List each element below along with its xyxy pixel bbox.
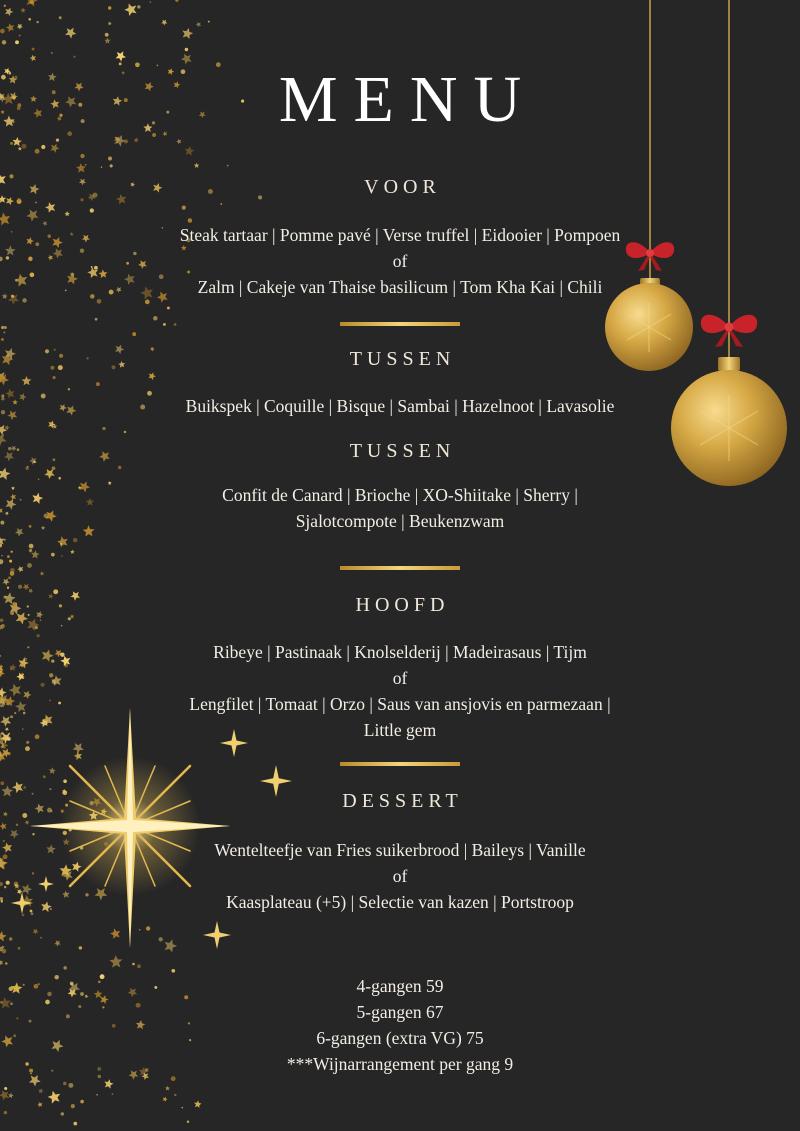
- sparkle-star: [165, 1086, 170, 1091]
- sparkle-dot: [35, 202, 37, 204]
- sparkle-dot: [101, 166, 103, 168]
- sparkle-star: [75, 162, 87, 175]
- sparkle-dot: [2, 40, 6, 44]
- sparkle-star: [53, 938, 62, 947]
- dish-separator: of: [392, 866, 408, 886]
- price-line: ***Wijnarrangement per gang 9: [286, 1054, 514, 1074]
- dish-line: Ribeye | Pastinaak | Knolselderij | Madeirasaus | Tijm: [213, 642, 587, 662]
- sparkle-dot: [150, 1, 152, 3]
- dish-line: Wentelteefje van Fries suikerbrood | Baileys | Vanille: [214, 840, 586, 860]
- sparkle-star: [20, 7, 26, 12]
- sparkle-dot: [4, 1087, 7, 1090]
- dish-line: Sjalotcompote | Beukenzwam: [295, 511, 505, 531]
- sparkle-star: [23, 785, 27, 789]
- sparkle-dot: [0, 29, 5, 34]
- sparkle-dot: [27, 749, 29, 751]
- sparkle-star: [104, 37, 112, 45]
- sparkle-dot: [167, 307, 170, 310]
- sparkle-star: [24, 0, 39, 7]
- sparkle-star: [103, 1078, 114, 1089]
- sparkle-dot: [102, 427, 105, 430]
- sparkle-dot: [105, 33, 109, 37]
- sparkle-dot: [60, 543, 62, 545]
- sparkle-star: [46, 1088, 63, 1105]
- sparkle-dot: [174, 1094, 176, 1096]
- sparkle-dot: [95, 318, 98, 321]
- sparkle-star: [25, 206, 42, 223]
- sparkle-dot: [159, 937, 163, 941]
- sparkle-dot: [171, 1076, 176, 1081]
- sparkle-dot: [137, 5, 140, 8]
- sparkle-dot: [108, 6, 111, 9]
- sparkle-star: [16, 564, 25, 573]
- sparkle-dot: [112, 1093, 113, 1094]
- sparkle-dot: [22, 914, 25, 917]
- sparkle-dot: [220, 203, 222, 205]
- section-heading-dessert: DESSERT: [342, 790, 463, 812]
- sparkle-star: [181, 26, 195, 39]
- sparkle-dot: [7, 587, 9, 589]
- sparkle-dot: [3, 331, 5, 333]
- sparkle-dot: [4, 5, 6, 7]
- sparkle-dot: [4, 539, 6, 541]
- sparkle-dot: [10, 571, 15, 576]
- sparkle-star: [25, 616, 41, 632]
- sparkle-dot: [63, 1082, 66, 1085]
- sparkle-star: [194, 162, 201, 169]
- sparkle-star: [147, 371, 157, 381]
- gold-divider: [340, 322, 460, 326]
- sparkle-dot: [110, 164, 113, 167]
- sparkle-dot: [9, 937, 12, 940]
- sparkle-dot: [5, 962, 8, 965]
- sparkle-dot: [146, 926, 150, 930]
- sparkle-dot: [22, 144, 27, 149]
- sparkle-dot: [4, 1111, 7, 1114]
- sparkle-dot: [90, 208, 94, 212]
- sparkle-star: [184, 145, 195, 156]
- section-heading-voor: VOOR: [364, 176, 441, 198]
- section-heading-hoofd: HOOFD: [355, 594, 450, 616]
- sparkle-dot: [19, 35, 21, 37]
- gold-divider: [340, 566, 460, 570]
- sparkle-dot: [22, 813, 27, 818]
- sparkle-star: [8, 827, 21, 840]
- price-line: 5-gangen 67: [356, 1002, 444, 1022]
- sparkle-dot: [227, 165, 229, 167]
- dish-separator: of: [392, 668, 408, 688]
- sparkle-dot: [1, 326, 4, 329]
- sparkle-dot: [80, 1100, 84, 1104]
- sparkle-dot: [73, 56, 75, 58]
- sparkle-star: [176, 138, 183, 145]
- sparkle-dot: [73, 538, 78, 543]
- section-heading-tussen: TUSSEN: [349, 348, 456, 370]
- price-line: 6-gangen (extra VG) 75: [316, 1028, 484, 1048]
- section-heading-tussen: TUSSEN: [349, 440, 456, 462]
- sparkle-star: [194, 1100, 202, 1108]
- sparkle-star: [16, 22, 24, 30]
- sparkle-dot: [73, 1122, 77, 1126]
- sparkle-star: [64, 210, 71, 217]
- sparkle-star: [0, 337, 5, 342]
- sparkle-star: [63, 25, 78, 40]
- sparkle-dot: [52, 466, 56, 470]
- sparkle-dot: [185, 48, 188, 51]
- sparkle-dot: [43, 775, 46, 778]
- sparkle-dot: [182, 206, 186, 210]
- sparkle-star: [0, 930, 7, 942]
- sparkle-star: [0, 958, 5, 966]
- price-line: 4-gangen 59: [356, 976, 444, 996]
- sparkle-dot: [153, 316, 158, 321]
- sparkle-dot: [37, 634, 40, 637]
- gold-divider: [340, 762, 460, 766]
- sparkle-dot: [68, 1083, 73, 1088]
- sparkle-star: [17, 945, 22, 950]
- sparkle-star: [49, 767, 56, 774]
- sparkle-star: [37, 1101, 44, 1108]
- sparkle-dot: [124, 431, 126, 433]
- sparkle-dot: [28, 18, 31, 21]
- sparkle-star: [39, 570, 45, 576]
- sparkle-star: [195, 20, 203, 28]
- dish-line: Steak tartaar | Pomme pavé | Verse truffel | Eidooier | Pompoen: [179, 225, 621, 245]
- sparkle-dot: [68, 617, 71, 620]
- sparkle-dot: [85, 164, 87, 166]
- sparkle-dot: [63, 966, 67, 970]
- sparkle-star: [123, 1, 140, 18]
- sparkle-star: [56, 534, 71, 549]
- sparkle-dot: [27, 466, 29, 468]
- dish-line: Kaasplateau (+5) | Selectie van kazen | Portstroop: [226, 892, 574, 912]
- sparkle-dot: [18, 585, 22, 589]
- sparkle-star: [0, 466, 11, 480]
- sparkle-dot: [35, 149, 40, 154]
- sparkle-dot: [0, 781, 4, 785]
- sparkle-dot: [163, 323, 166, 326]
- page-title: MENU: [278, 63, 538, 136]
- sparkle-dot: [4, 326, 7, 329]
- sparkle-star: [58, 15, 63, 20]
- sparkle-dot: [58, 477, 61, 480]
- sparkle-star: [160, 18, 168, 26]
- sparkle-dot: [118, 466, 121, 469]
- sparkle-star: [71, 740, 86, 755]
- sparkle-dot: [1, 624, 5, 628]
- sparkle-dot: [132, 963, 135, 966]
- sparkle-dot: [63, 779, 67, 783]
- sparkle-dot: [36, 21, 38, 23]
- sparkle-dot: [80, 154, 84, 158]
- sparkle-dot: [27, 563, 32, 568]
- sparkle-dot: [32, 48, 35, 51]
- sparkle-star: [44, 200, 58, 214]
- sparkle-star: [38, 1088, 44, 1094]
- gold-sparkle-stars: [0, 0, 262, 1125]
- sparkle-star: [162, 937, 178, 953]
- sparkle-star: [0, 617, 5, 624]
- sparkle-dot: [40, 619, 42, 621]
- sparkle-dot: [61, 625, 63, 627]
- sparkle-dot: [32, 833, 34, 835]
- sparkle-dot: [29, 544, 34, 549]
- sparkle-dot: [71, 1104, 75, 1108]
- sparkle-dot: [15, 40, 19, 44]
- sparkle-dot: [61, 1112, 64, 1115]
- sparkle-dot: [51, 553, 55, 557]
- sparkle-dot: [175, 0, 178, 2]
- sparkle-dot: [96, 382, 100, 386]
- sparkle-star: [0, 821, 9, 831]
- sparkle-dot: [51, 52, 53, 54]
- sparkle-dot: [10, 715, 13, 718]
- sparkle-dot: [68, 388, 70, 390]
- sparkle-star: [3, 6, 14, 17]
- sparkle-dot: [97, 299, 102, 304]
- sparkle-dot: [1, 555, 2, 556]
- sparkle-dot: [208, 21, 210, 23]
- sparkle-star: [32, 927, 40, 935]
- dish-line: Buikspek | Coquille | Bisque | Sambai | Hazelnoot | Lavasolie: [185, 396, 615, 416]
- sparkle-dot: [11, 551, 13, 553]
- dish-line: Little gem: [363, 720, 437, 740]
- dish-line: Lengfilet | Tomaat | Orzo | Saus van ansjovis en parmezaan |: [189, 694, 611, 714]
- sparkle-dot: [132, 332, 136, 336]
- sparkle-dot: [108, 157, 112, 161]
- sparkle-dot: [171, 969, 175, 973]
- sparkle-dot: [137, 964, 141, 968]
- sparkle-star: [162, 1096, 169, 1103]
- sparkle-star: [114, 49, 128, 63]
- sparkle-dot: [188, 218, 192, 222]
- sparkle-dot: [22, 298, 26, 302]
- sparkle-dot: [145, 300, 150, 305]
- sparkle-dot: [79, 946, 82, 949]
- sparkle-star: [28, 587, 35, 593]
- sparkle-dot: [10, 142, 13, 145]
- sparkle-dot: [40, 937, 42, 939]
- sparkle-dot: [8, 576, 11, 579]
- sparkle-dot: [61, 555, 62, 556]
- sparkle-star: [5, 22, 17, 34]
- dish-line: Zalm | Cakeje van Thaise basilicum | Tom Kha Kai | Chili: [197, 277, 603, 297]
- sparkle-dot: [187, 1121, 189, 1123]
- sparkle-dot: [139, 929, 141, 931]
- sparkle-dot: [56, 138, 59, 141]
- sparkle-dot: [0, 559, 3, 564]
- sparkle-dot: [16, 824, 18, 826]
- sparkle-star: [109, 926, 123, 940]
- sparkle-star: [49, 142, 61, 154]
- sparkle-star: [173, 322, 178, 327]
- dish-separator: of: [392, 251, 408, 271]
- sparkle-dot: [38, 479, 40, 481]
- sparkle-dot: [41, 145, 45, 149]
- sparkle-star: [0, 371, 11, 386]
- sparkle-dot: [9, 560, 12, 563]
- sparkle-star: [108, 953, 124, 970]
- sparkle-star: [108, 21, 112, 25]
- sparkle-dot: [0, 543, 2, 547]
- sparkle-dot: [181, 1107, 183, 1109]
- sparkle-dot: [96, 1094, 97, 1095]
- dish-line: Confit de Canard | Brioche | XO-Shiitake | Sherry |: [222, 485, 578, 505]
- sparkle-dot: [147, 391, 152, 396]
- sparkle-dot: [98, 1075, 101, 1078]
- sparkle-star: [70, 549, 75, 554]
- sparkle-star: [21, 375, 33, 387]
- sparkle-dot: [7, 555, 10, 558]
- sparkle-dot: [53, 376, 56, 379]
- sparkle-star: [24, 819, 31, 826]
